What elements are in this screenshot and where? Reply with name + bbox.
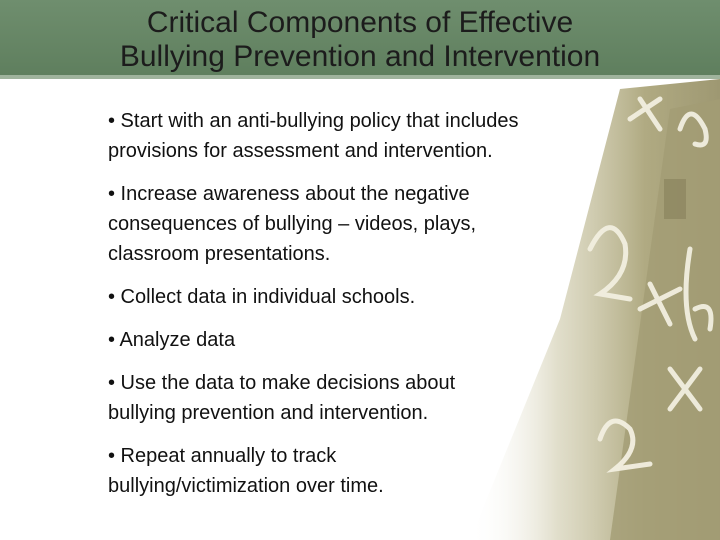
- bullet-item: • Analyze data: [108, 329, 236, 351]
- bullet-item: • Start with an anti-bullying policy that includes provisions for assessment and intervention.: [108, 110, 519, 162]
- slide-title-line-1: Critical Components of Effective: [146, 6, 574, 39]
- bullet-item: • Increase awareness about the negative consequences of bullying – videos, plays, classroom presentations.: [108, 183, 477, 265]
- title-bar: [0, 0, 720, 79]
- locker-vent: [664, 179, 686, 219]
- slide-title-line-2: Bullying Prevention and Intervention: [119, 40, 601, 73]
- bullet-item: • Collect data in individual schools.: [108, 286, 416, 308]
- bullet-item: • Repeat annually to track bullying/victimization over time.: [108, 445, 384, 497]
- bullet-list: [108, 106, 608, 514]
- bullet-item: • Use the data to make decisions about bullying prevention and intervention.: [108, 372, 456, 424]
